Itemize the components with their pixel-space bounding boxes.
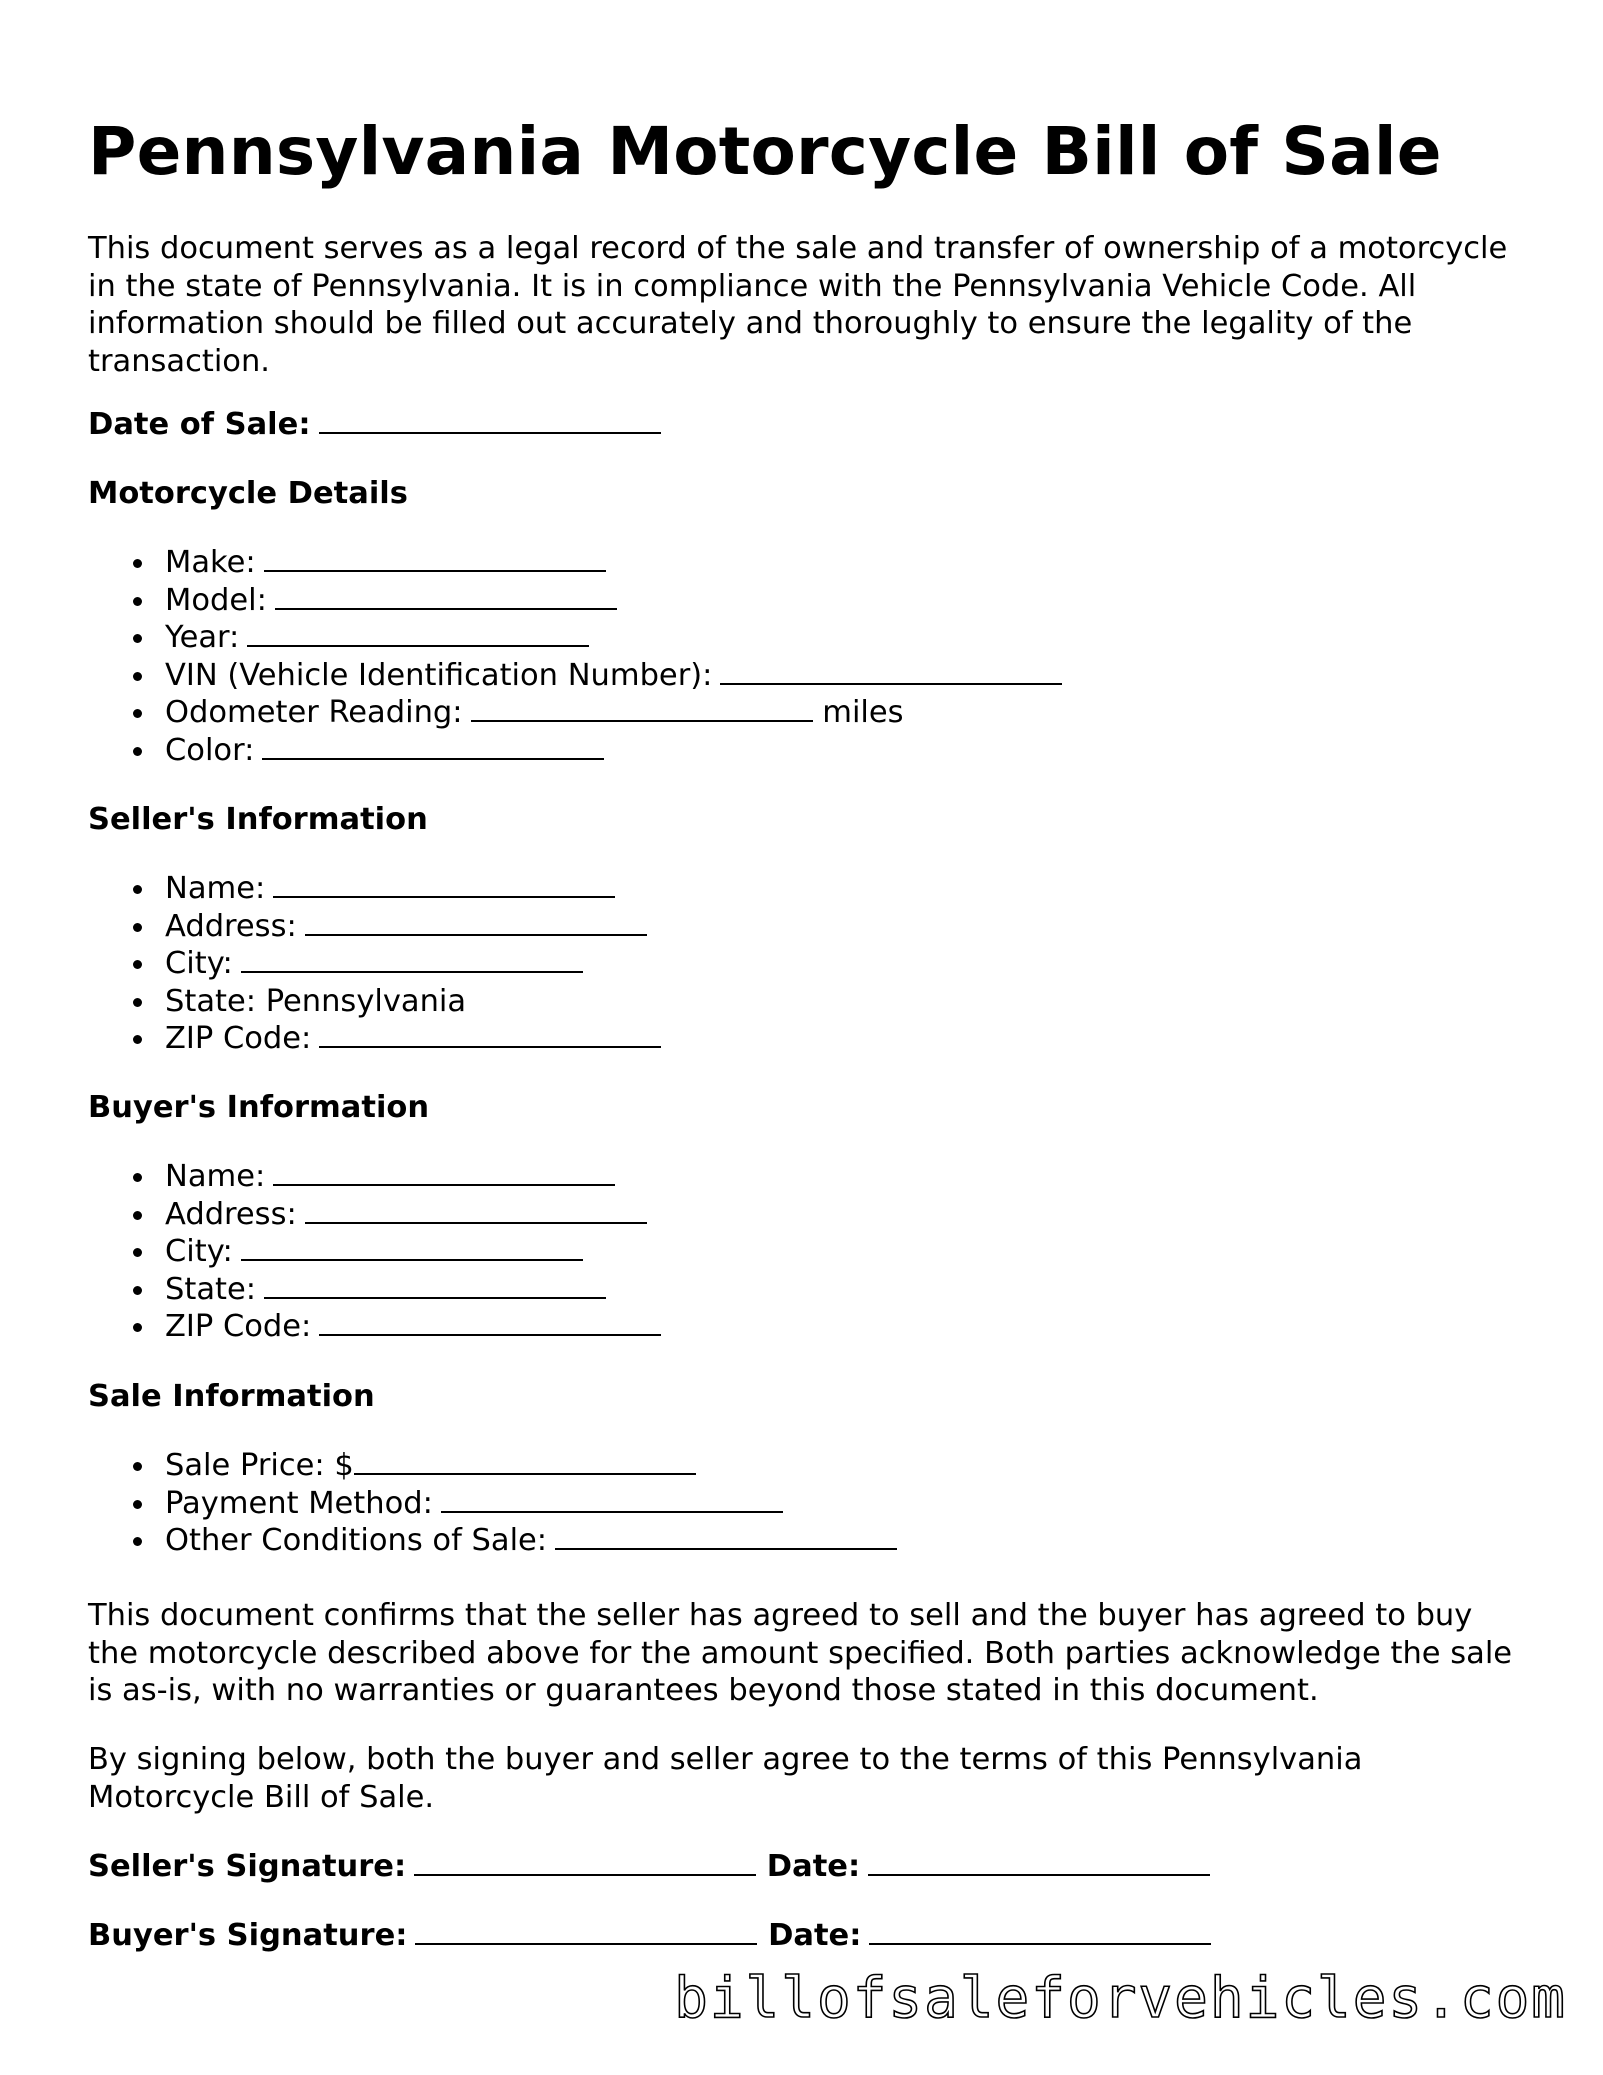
buyer-city-field[interactable] [241,1233,583,1261]
seller-name-field[interactable] [273,870,615,898]
seller-zip-field[interactable] [319,1020,661,1048]
sale-price-field[interactable] [354,1447,696,1475]
buyer-signature-field[interactable] [415,1917,757,1945]
seller-address-field[interactable] [305,908,647,936]
watermark-text: billofsaleforvehicles.com [674,1966,1567,2031]
sale-information-heading: Sale Information [88,1379,375,1414]
list-item [88,1233,661,1271]
date-of-sale-field[interactable] [319,406,661,434]
confirmation-paragraph: This document confirms that the seller has agreed to sell and the buyer has agreed to buy the motorcycle described above for the amount specified. Both parties acknowledge the sale is as-is, with no warranties or guarantees beyond those stated in this document. [88,1598,1513,1708]
buyer-zip-label: ZIP Code: [165,1309,312,1344]
other-conditions-label: Other Conditions of Sale: [165,1523,548,1558]
list-item [88,1196,661,1234]
list-item [88,1271,661,1309]
buyer-signature-label: Buyer's Signature: [88,1918,408,1953]
buyer-zip-field[interactable] [319,1308,661,1336]
intro-paragraph: This document serves as a legal record of the sale and transfer of ownership of a motorcycle in the state of Pennsylvania. It is in compliance with the Pennsylvania Vehicle Code. All information should be filled out accurately and thoroughly to ensure the legality of the transaction. [88,231,1508,379]
seller-city-field[interactable] [241,945,583,973]
list-item [88,1447,897,1485]
vin-field[interactable] [720,657,1062,685]
agreement-paragraph: By signing below, both the buyer and seller agree to the terms of this Pennsylvania Motorcycle Bill of Sale. [88,1742,1363,1815]
list-item [88,1308,661,1346]
list-item [88,945,661,983]
payment-method-field[interactable] [441,1485,783,1513]
buyer-state-field[interactable] [264,1271,606,1299]
motorcycle-details-heading: Motorcycle Details [88,476,408,511]
buyer-address-label: Address: [165,1196,297,1232]
seller-address-label: Address: [165,908,297,944]
year-label: Year: [165,620,240,655]
buyer-state-label: State: [165,1271,257,1307]
seller-date-label: Date: [766,1849,861,1884]
color-label: Color: [165,732,255,768]
list-item [88,694,1062,732]
other-conditions-field[interactable] [555,1522,897,1550]
buyer-information-list [88,1158,661,1346]
list-item [88,908,661,946]
buyer-signature-line [88,1917,1211,1955]
motorcycle-details-list [88,544,1062,769]
model-label: Model: [165,582,267,618]
seller-signature-line [88,1848,1210,1886]
payment-method-label: Payment Method: [165,1485,433,1521]
list-item [88,870,661,908]
list-item [88,1485,897,1523]
list-item [88,657,1062,695]
list-item [88,1522,897,1560]
buyer-address-field[interactable] [305,1196,647,1224]
model-field[interactable] [275,582,617,610]
buyer-name-label: Name: [165,1159,266,1194]
list-item [88,619,1062,657]
year-field[interactable] [247,619,589,647]
vin-label: VIN (Vehicle Identification Number): [165,657,713,693]
odometer-unit: miles [822,695,904,730]
buyer-date-label: Date: [768,1918,862,1953]
sale-information-list [88,1447,897,1560]
seller-city-label: City: [165,946,233,981]
list-item [88,732,1062,770]
list-item [88,582,1062,620]
seller-zip-label: ZIP Code: [165,1021,312,1056]
buyer-information-heading: Buyer's Information [88,1090,430,1125]
color-field[interactable] [262,732,604,760]
seller-name-label: Name: [165,871,266,906]
seller-information-heading: Seller's Information [88,802,428,837]
list-item [88,544,1062,582]
odometer-field[interactable] [471,694,813,722]
list-item [88,983,661,1021]
buyer-date-field[interactable] [869,1917,1211,1945]
date-of-sale-line [88,406,661,444]
seller-signature-label: Seller's Signature: [88,1849,407,1884]
make-label: Make: [165,545,256,580]
make-field[interactable] [264,544,606,572]
seller-signature-field[interactable] [414,1848,756,1876]
list-item [88,1158,661,1196]
sale-price-label: Sale Price: $ [165,1448,354,1483]
page-title: Pennsylvania Motorcycle Bill of Sale [88,113,1442,190]
list-item [88,1020,661,1058]
seller-state-text: State: Pennsylvania [165,983,467,1019]
date-of-sale-label: Date of Sale: [88,407,311,442]
seller-information-list [88,870,661,1058]
odometer-label: Odometer Reading: [165,695,463,730]
buyer-name-field[interactable] [273,1158,615,1186]
buyer-city-label: City: [165,1234,233,1269]
seller-date-field[interactable] [868,1848,1210,1876]
